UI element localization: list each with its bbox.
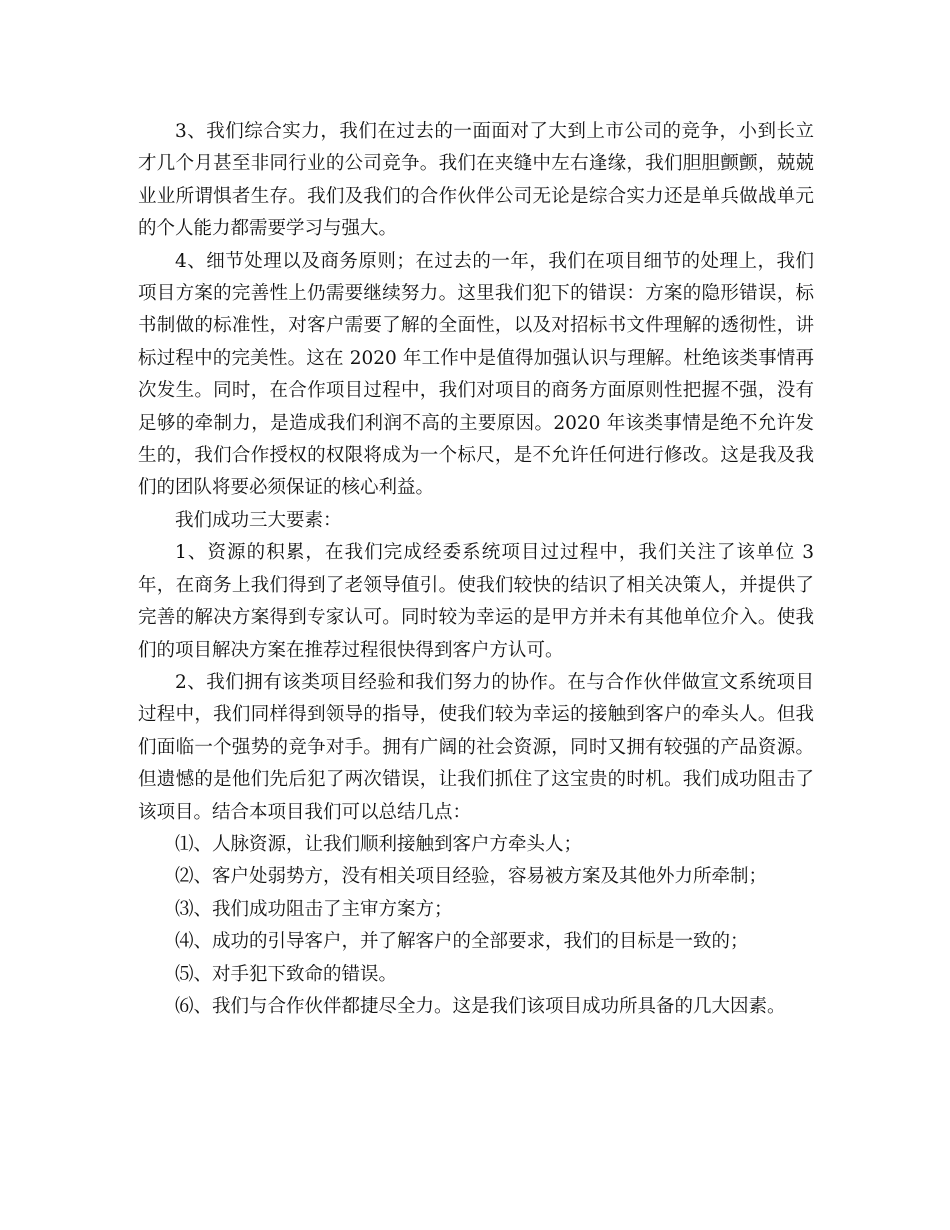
paragraph-success-factors-heading: 我们成功三大要素： <box>175 509 342 531</box>
list-item-1: ⑴、人脉资源，让我们顺利接触到客户方牵头人； <box>175 833 583 855</box>
list-item-4: ⑷、成功的引导客户，并了解客户的全部要求，我们的目标是一致的； <box>175 931 749 953</box>
paragraph-details-and-business-principles: 4、细节处理以及商务原则；在过去的一年，我们在项目细节的处理上，我们项目方案的完善性上仍需要继续努力。这里我们犯下的错误：方案的隐形错误，标书制做的标准性，对客户需要了解的全面性，以及对招标书文件理解的透彻性，讲标过程中的完美性。这在 2020 年工作中是值得加强认识与理解。杜绝该类事情再次发生。同时，在合作项目过程中，我们对项目的商务方面原则性把握不强，没有足够的牵制力，是造成我们利润不高的主要原因。2020 年该类事情是绝不允许发生的，我们合作授权的权限将成为一个标尺，是不允许任何进行修改。这是我及我们的团队将要必须保证的核心利益。 <box>138 250 814 499</box>
paragraph-overall-strength: 3、我们综合实力，我们在过去的一面面对了大到上市公司的竞争，小到长立才几个月甚至非同行业的公司竞争。我们在夹缝中左右逢缘，我们胆胆颤颤，兢兢业业所谓惧者生存。我们及我们的合作伙伴公司无论是综合实力还是单兵做战单元的个人能力都需要学习与强大。 <box>138 121 814 240</box>
paragraph-experience-and-cooperation: 2、我们拥有该类项目经验和我们努力的协作。在与合作伙伴做宣文系统项目过程中，我们同样得到领导的指导，使我们较为幸运的接触到客户的牵头人。但我们面临一个强势的竞争对手。拥有广阔的社会资源，同时又拥有较强的产品资源。但遗憾的是他们先后犯了两次错误，让我们抓住了这宝贵的时机。我们成功阻击了该项目。结合本项目我们可以总结几点： <box>138 671 814 823</box>
paragraph-resource-accumulation: 1、资源的积累，在我们完成经委系统项目过过程中，我们关注了该单位 3 年，在商务上我们得到了老领导值引。使我们较快的结识了相关决策人，并提供了完善的解决方案得到专家认可。同时较为幸运的是甲方并未有其他单位介入。使我们的项目解决方案在推荐过程很快得到客户方认可。 <box>138 542 814 661</box>
list-item-2: ⑵、客户处弱势方，没有相关项目经验，容易被方案及其他外力所牵制； <box>175 866 768 888</box>
list-item-6: ⑹、我们与合作伙伴都捷尽全力。这是我们该项目成功所具备的几大因素。 <box>175 995 786 1017</box>
list-item-5: ⑸、对手犯下致命的错误。 <box>175 963 398 985</box>
document-page <box>138 116 814 1023</box>
list-item-3: ⑶、我们成功阻击了主审方案方； <box>175 898 453 920</box>
